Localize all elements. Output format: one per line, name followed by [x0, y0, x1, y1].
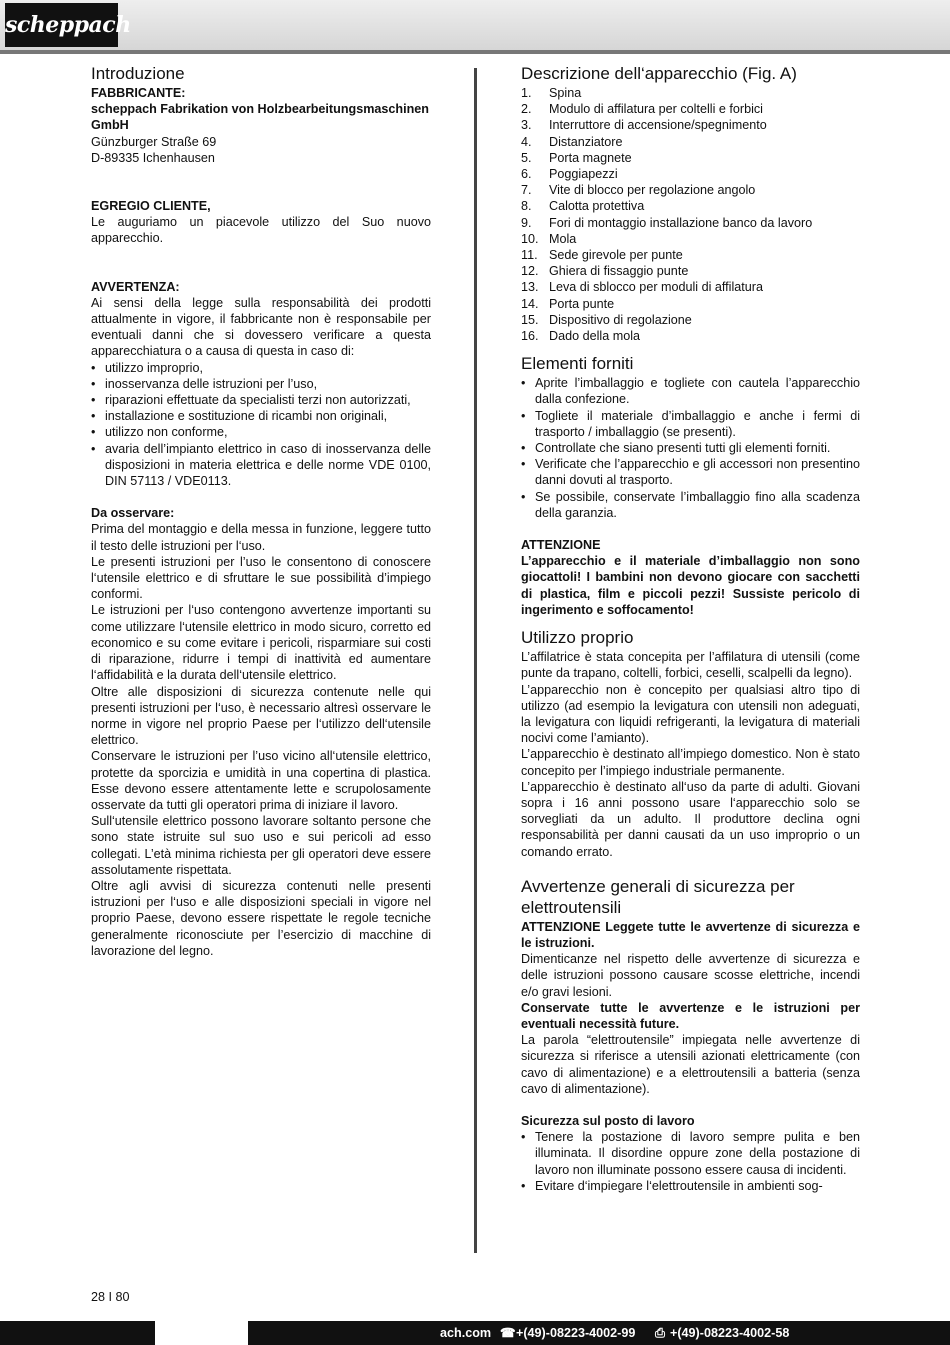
list-item: 1. Spina	[521, 86, 582, 100]
safety-attention: ATTENZIONE Leggete tutte le avvertenze di sicurezza e le istruzioni.	[521, 919, 860, 950]
description-title: Descrizione dell‘apparecchio (Fig. A)	[521, 64, 797, 83]
list-item: 4. Distanziatore	[521, 134, 623, 149]
note-paragraph: Oltre agli avvisi di sicurezza contenuti nelle presenti istruzioni per l‘uso e alle disposizioni speciali in vigore nel proprio Paese, devono essere rispettate le regole tecniche generalmente riconosciute per l’esercizio di macchine di lavorazione del legno.	[91, 878, 431, 958]
list-item: 14. Porta punte	[521, 296, 615, 311]
customer-text: Le auguriamo un piacevole utilizzo del Suo nuovo apparecchio.	[91, 215, 431, 246]
list-item: 9. Fori di montaggio installazione banco da lavoro	[521, 215, 813, 230]
list-item: • utilizzo non conforme,	[91, 424, 431, 440]
footer-bar	[0, 1321, 950, 1345]
manufacturer-name: scheppach Fabrikation von Holzbearbeitungsmaschinen GmbH	[91, 102, 430, 133]
left-column	[91, 64, 431, 959]
list-item: 10. Mola	[521, 231, 577, 246]
use-paragraph: L’apparecchio è destinato all’impiego domestico. Non è stato concepito per l’impiego industriale permanente.	[521, 747, 860, 778]
list-item: • Evitare d‘impiegare l‘elettroutensile in ambienti sog-	[521, 1178, 860, 1194]
list-item: • Aprite l’imballaggio e togliete con cautela l’apparecchio dalla confezione.	[521, 375, 860, 407]
warning-list	[91, 360, 431, 490]
list-item: • Tenere la postazione di lavoro sempre pulita e ben illuminata. Il disordine oppure zone della postazione di lavoro non illuminate possono essere causa di incidenti.	[521, 1129, 860, 1178]
warning-label: AVVERTENZA:	[91, 279, 180, 294]
list-item: • installazione e sostituzione di ricambi non originali,	[91, 408, 431, 424]
list-item: 11. Sede girevole per punte	[521, 248, 683, 263]
list-item: • Verificate che l’apparecchio e gli accessori non presentino danni dovuti al trasporto.	[521, 456, 860, 488]
list-item: 15. Dispositivo di regolazione	[521, 312, 692, 327]
brand-logo: scheppach	[5, 3, 118, 47]
note-paragraph: Sull‘utensile elettrico possono lavorare soltanto persone che sono state istruite sul suo uso e sui pericoli ad esso collegati. L’età minima richiesta per gli operatori deve essere assolutamente rispettata.	[91, 814, 431, 877]
telephone-icon: ☎	[500, 1326, 516, 1340]
header-bar	[0, 0, 950, 54]
intro-title: Introduzione	[91, 64, 185, 83]
note-label: Da osservare:	[91, 506, 175, 521]
footer-contact	[248, 1321, 950, 1345]
footer-phone: +(49)-08223-4002-99	[516, 1326, 636, 1340]
list-item: 7. Vite di blocco per regolazione angolo	[521, 183, 756, 198]
safety-keep: Conservate tutte le avvertenze e le istruzioni per eventuali necessità future.	[521, 1000, 860, 1031]
note-paragraph: Le istruzioni per l‘uso contengono avvertenze importanti su come utilizzare l‘utensile elettrico in modo sicuro, corretto ed economico e su come evitare i pericoli, risparmiare sui costi di riparazione, ridurre i tempi di inattività ed aumentare l‘affidabilità e la durata dell‘utensile elettrico.	[91, 603, 431, 683]
fax-icon: ⎙	[655, 1326, 666, 1340]
workplace-title: Sicurezza sul posto di lavoro	[521, 1113, 695, 1128]
safety-text: La parola “elettroutensile” impiegata nelle avvertenze di sicurezza si riferisce a utensili azionati elettricamente (con cavo di alimentazione) e a elettroutensili a batteria (senza cavo di alimentazione).	[521, 1033, 860, 1096]
list-item: • avaria dell’impianto elettrico in caso di inosservanza delle disposizioni in materia elettrica e delle norme VDE 0100, DIN 57113 / VDE0113.	[91, 441, 431, 490]
list-item: 8. Calotta protettiva	[521, 199, 645, 214]
warning-text: Ai sensi della legge sulla responsabilità dei prodotti attualmente in vigore, il fabbricante non è responsabile per eventuali danni che si dovessero verificare a questa apparecchiatura o a causa di questa in caso di:	[91, 295, 431, 359]
parts-list	[521, 85, 860, 344]
note-paragraph: Le presenti istruzioni per l’uso le consentono di conoscere l‘utensile elettrico e di sfruttare le sue possibilità d’impiego conformi.	[91, 554, 431, 602]
note-paragraph: Conservare le istruzioni per l’uso vicino all‘utensile elettrico, protette da sporcizia e umidità in una copertina di plastica. Esse devono essere attentamente lette e scrupolosamente osservate da tutti gli operatori prima di iniziare il lavoro.	[91, 749, 431, 812]
note-paragraph: Oltre alle disposizioni di sicurezza contenute nelle qui presenti istruzioni per l‘uso, è necessario altresì osservare le norme in vigore nel proprio Paese per l‘utilizzo dell‘utensile elettrico.	[91, 684, 431, 748]
supplied-list	[521, 375, 860, 521]
list-item: 16. Dado della mola	[521, 329, 641, 344]
list-item: 2. Modulo di affilatura per coltelli e forbici	[521, 102, 763, 117]
list-item: • riparazioni effettuate da specialisti terzi non autorizzati,	[91, 392, 431, 408]
note-paragraph: Prima del montaggio e della messa in funzione, leggere tutto il testo delle istruzioni per l‘uso.	[91, 522, 431, 553]
use-title: Utilizzo proprio	[521, 628, 634, 648]
list-item: • Togliete il materiale d’imballaggio e anche i fermi di trasporto / imballaggio (se presenti).	[521, 408, 860, 440]
list-item: • Controllate che siano presenti tutti gli elementi forniti.	[521, 440, 860, 456]
attention-label: ATTENZIONE	[521, 538, 601, 553]
list-item: • utilizzo improprio,	[91, 360, 431, 376]
page-number: 28 I 80	[91, 1290, 130, 1304]
attention-text: L’apparecchio e il materiale d’imballaggio non sono giocattoli! I bambini non devono giocare con sacchetti di plastica, film e piccoli pezzi! Sussiste pericolo di ingerimento e soffocamento!	[521, 554, 860, 617]
use-paragraph: L’affilatrice è stata concepita per l’affilatura di utensili (come punte da trapano, coltelli, forbici, ceselli, scalpelli da legno).	[521, 650, 860, 681]
manufacturer-label: FABBRICANTE:	[91, 86, 186, 100]
manufacturer-street: Günzburger Straße 69	[91, 134, 217, 149]
list-item: 6. Poggiapezzi	[521, 167, 618, 182]
right-column	[521, 64, 860, 1194]
list-item: 12. Ghiera di fissaggio punte	[521, 264, 689, 279]
list-item: 5. Porta magnete	[521, 150, 632, 165]
list-item: • Se possibile, conservate l’imballaggio fino alla scadenza della garanzia.	[521, 489, 860, 521]
safety-title: Avvertenze generali di sicurezza per elettroutensili	[521, 876, 795, 917]
manufacturer-city: D-89335 Ichenhausen	[91, 150, 215, 165]
safety-text: Dimenticanze nel rispetto delle avvertenze di sicurezza e delle istruzioni possono causare scosse elettriche, incendi e/o gravi lesioni.	[521, 952, 860, 999]
use-paragraph: L’apparecchio non è concepito per qualsiasi altro tipo di utilizzo (ad esempio la levigatura con utensili non adeguati, la levigatura con liquidi refrigeranti, la levigatura di materiali nocivi come l’amianto).	[521, 682, 860, 746]
footer-web: ach.com	[440, 1326, 492, 1340]
list-item: 13. Leva di sblocco per moduli di affilatura	[521, 280, 763, 295]
customer-label: EGREGIO CLIENTE,	[91, 199, 211, 214]
supplied-title: Elementi forniti	[521, 354, 634, 374]
list-item: 3. Interruttore di accensione/spegnimento	[521, 118, 767, 133]
list-item: • inosservanza delle istruzioni per l’uso,	[91, 376, 431, 392]
footer-fax: +(49)-08223-4002-58	[670, 1326, 790, 1340]
column-divider	[474, 68, 477, 1253]
use-paragraph: L’apparecchio è destinato all‘uso da parte di adulti. Giovani sopra i 16 anni possono usare l‘apparecchio solo se sorvegliati da un adulto. Il produttore declina ogni responsabilità per danni causati da un uso improprio o un comando errato.	[521, 779, 860, 859]
workplace-list	[521, 1129, 860, 1194]
footer-block	[0, 1321, 155, 1345]
